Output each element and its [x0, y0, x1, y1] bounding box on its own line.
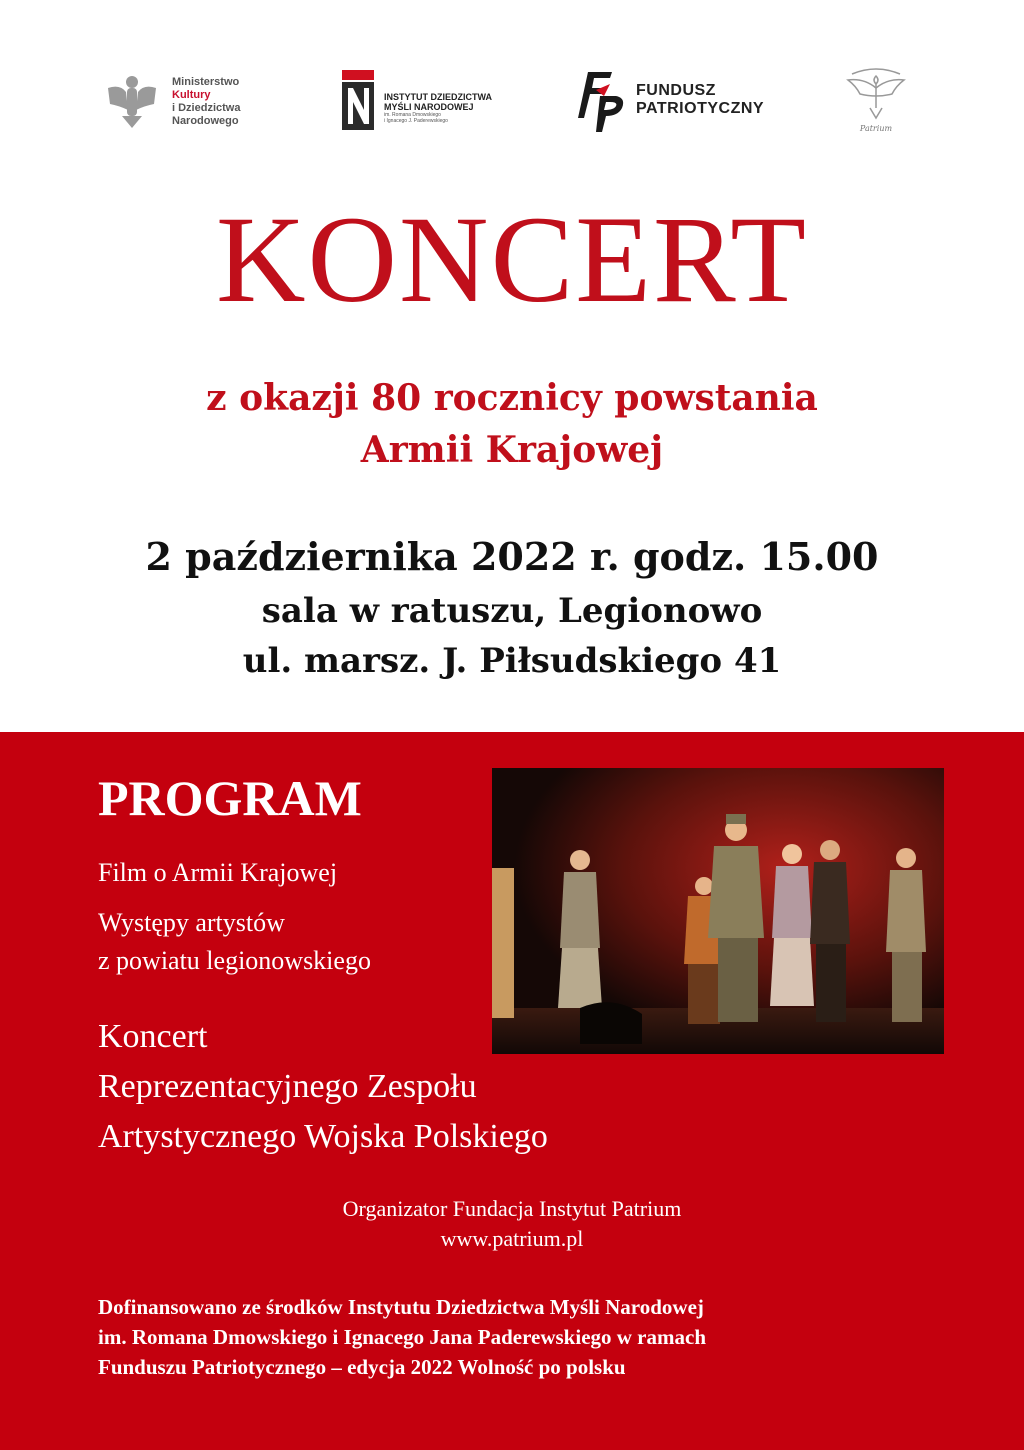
program-item-concert-line3: Artystycznego Wojska Polskiego: [98, 1118, 548, 1155]
organizer-line: Organizator Fundacja Instytut Patrium: [342, 1196, 682, 1221]
idmn-line2: MYŚLI NARODOWEJ: [384, 102, 474, 112]
program-item-concert-line2: Reprezentacyjnego Zespołu: [98, 1068, 477, 1105]
fp-line1: FUNDUSZ: [636, 82, 716, 99]
idmn-n-logo-icon: [340, 70, 376, 130]
fp-monogram-icon: [570, 66, 630, 138]
organizer-info: [0, 1194, 1024, 1254]
stage-performance-photo: [492, 768, 944, 1054]
event-date: 2 października 2022 r. godz. 15.00: [145, 534, 879, 579]
fp-line2: PATRIOTYCZNY: [636, 100, 765, 117]
funding-line1: Dofinansowano ze środków Instytutu Dziedzictwa Myśli Narodowej: [98, 1295, 704, 1319]
funding-note: [98, 1292, 928, 1382]
program-item-artists: [98, 904, 371, 980]
program-item-concert-line1: Koncert: [98, 1018, 208, 1055]
idmn-line1: INSTYTUT DZIEDZICTWA: [384, 92, 492, 102]
page-title: KONCERT: [215, 191, 809, 328]
eagle-emblem-icon: [100, 70, 164, 134]
mkidn-line4: Narodowego: [172, 115, 239, 127]
subtitle-line2: Armii Krajowej: [360, 429, 664, 471]
program-item-artists-line1: Występy artystów: [98, 908, 285, 937]
patrium-logo: [836, 66, 916, 142]
funding-line2: im. Romana Dmowskiego i Ignacego Jana Paderewskiego w ramach: [98, 1325, 706, 1349]
program-item-artists-line2: z powiatu legionowskiego: [98, 946, 371, 975]
ministry-culture-logo: [100, 70, 290, 140]
idmn-line4: i Ignacego J. Paderewskiego: [384, 118, 448, 124]
organizer-url[interactable]: www.patrium.pl: [440, 1226, 584, 1251]
subtitle: [0, 372, 1024, 476]
event-venue: sala w ratuszu, Legionowo: [261, 591, 763, 631]
sponsor-logos: [0, 60, 1024, 150]
patrium-label: Patrium: [859, 124, 893, 133]
program-item-concert: [98, 1012, 548, 1162]
program-item-film: Film o Armii Krajowej: [98, 858, 338, 887]
idmn-line3: im. Romana Dmowskiego: [384, 112, 441, 118]
event-details: [0, 528, 1024, 686]
idmn-logo: [340, 70, 530, 140]
fundusz-patriotyczny-logo: [570, 66, 800, 142]
mkidn-line2: Kultury: [172, 89, 211, 101]
mkidn-line1: Ministerstwo: [172, 76, 240, 88]
program-title: PROGRAM: [98, 770, 362, 826]
funding-line3: Funduszu Patriotycznego – edycja 2022 Wolność po polsku: [98, 1355, 626, 1379]
program-panel: [0, 732, 1024, 1450]
stage-scene-illustration: [492, 768, 944, 1054]
event-address: ul. marsz. J. Piłsudskiego 41: [242, 641, 782, 681]
patrium-eagle-icon: [836, 66, 916, 126]
subtitle-line1: z okazji 80 rocznicy powstania: [206, 377, 818, 419]
mkidn-line3: i Dziedzictwa: [172, 102, 241, 114]
